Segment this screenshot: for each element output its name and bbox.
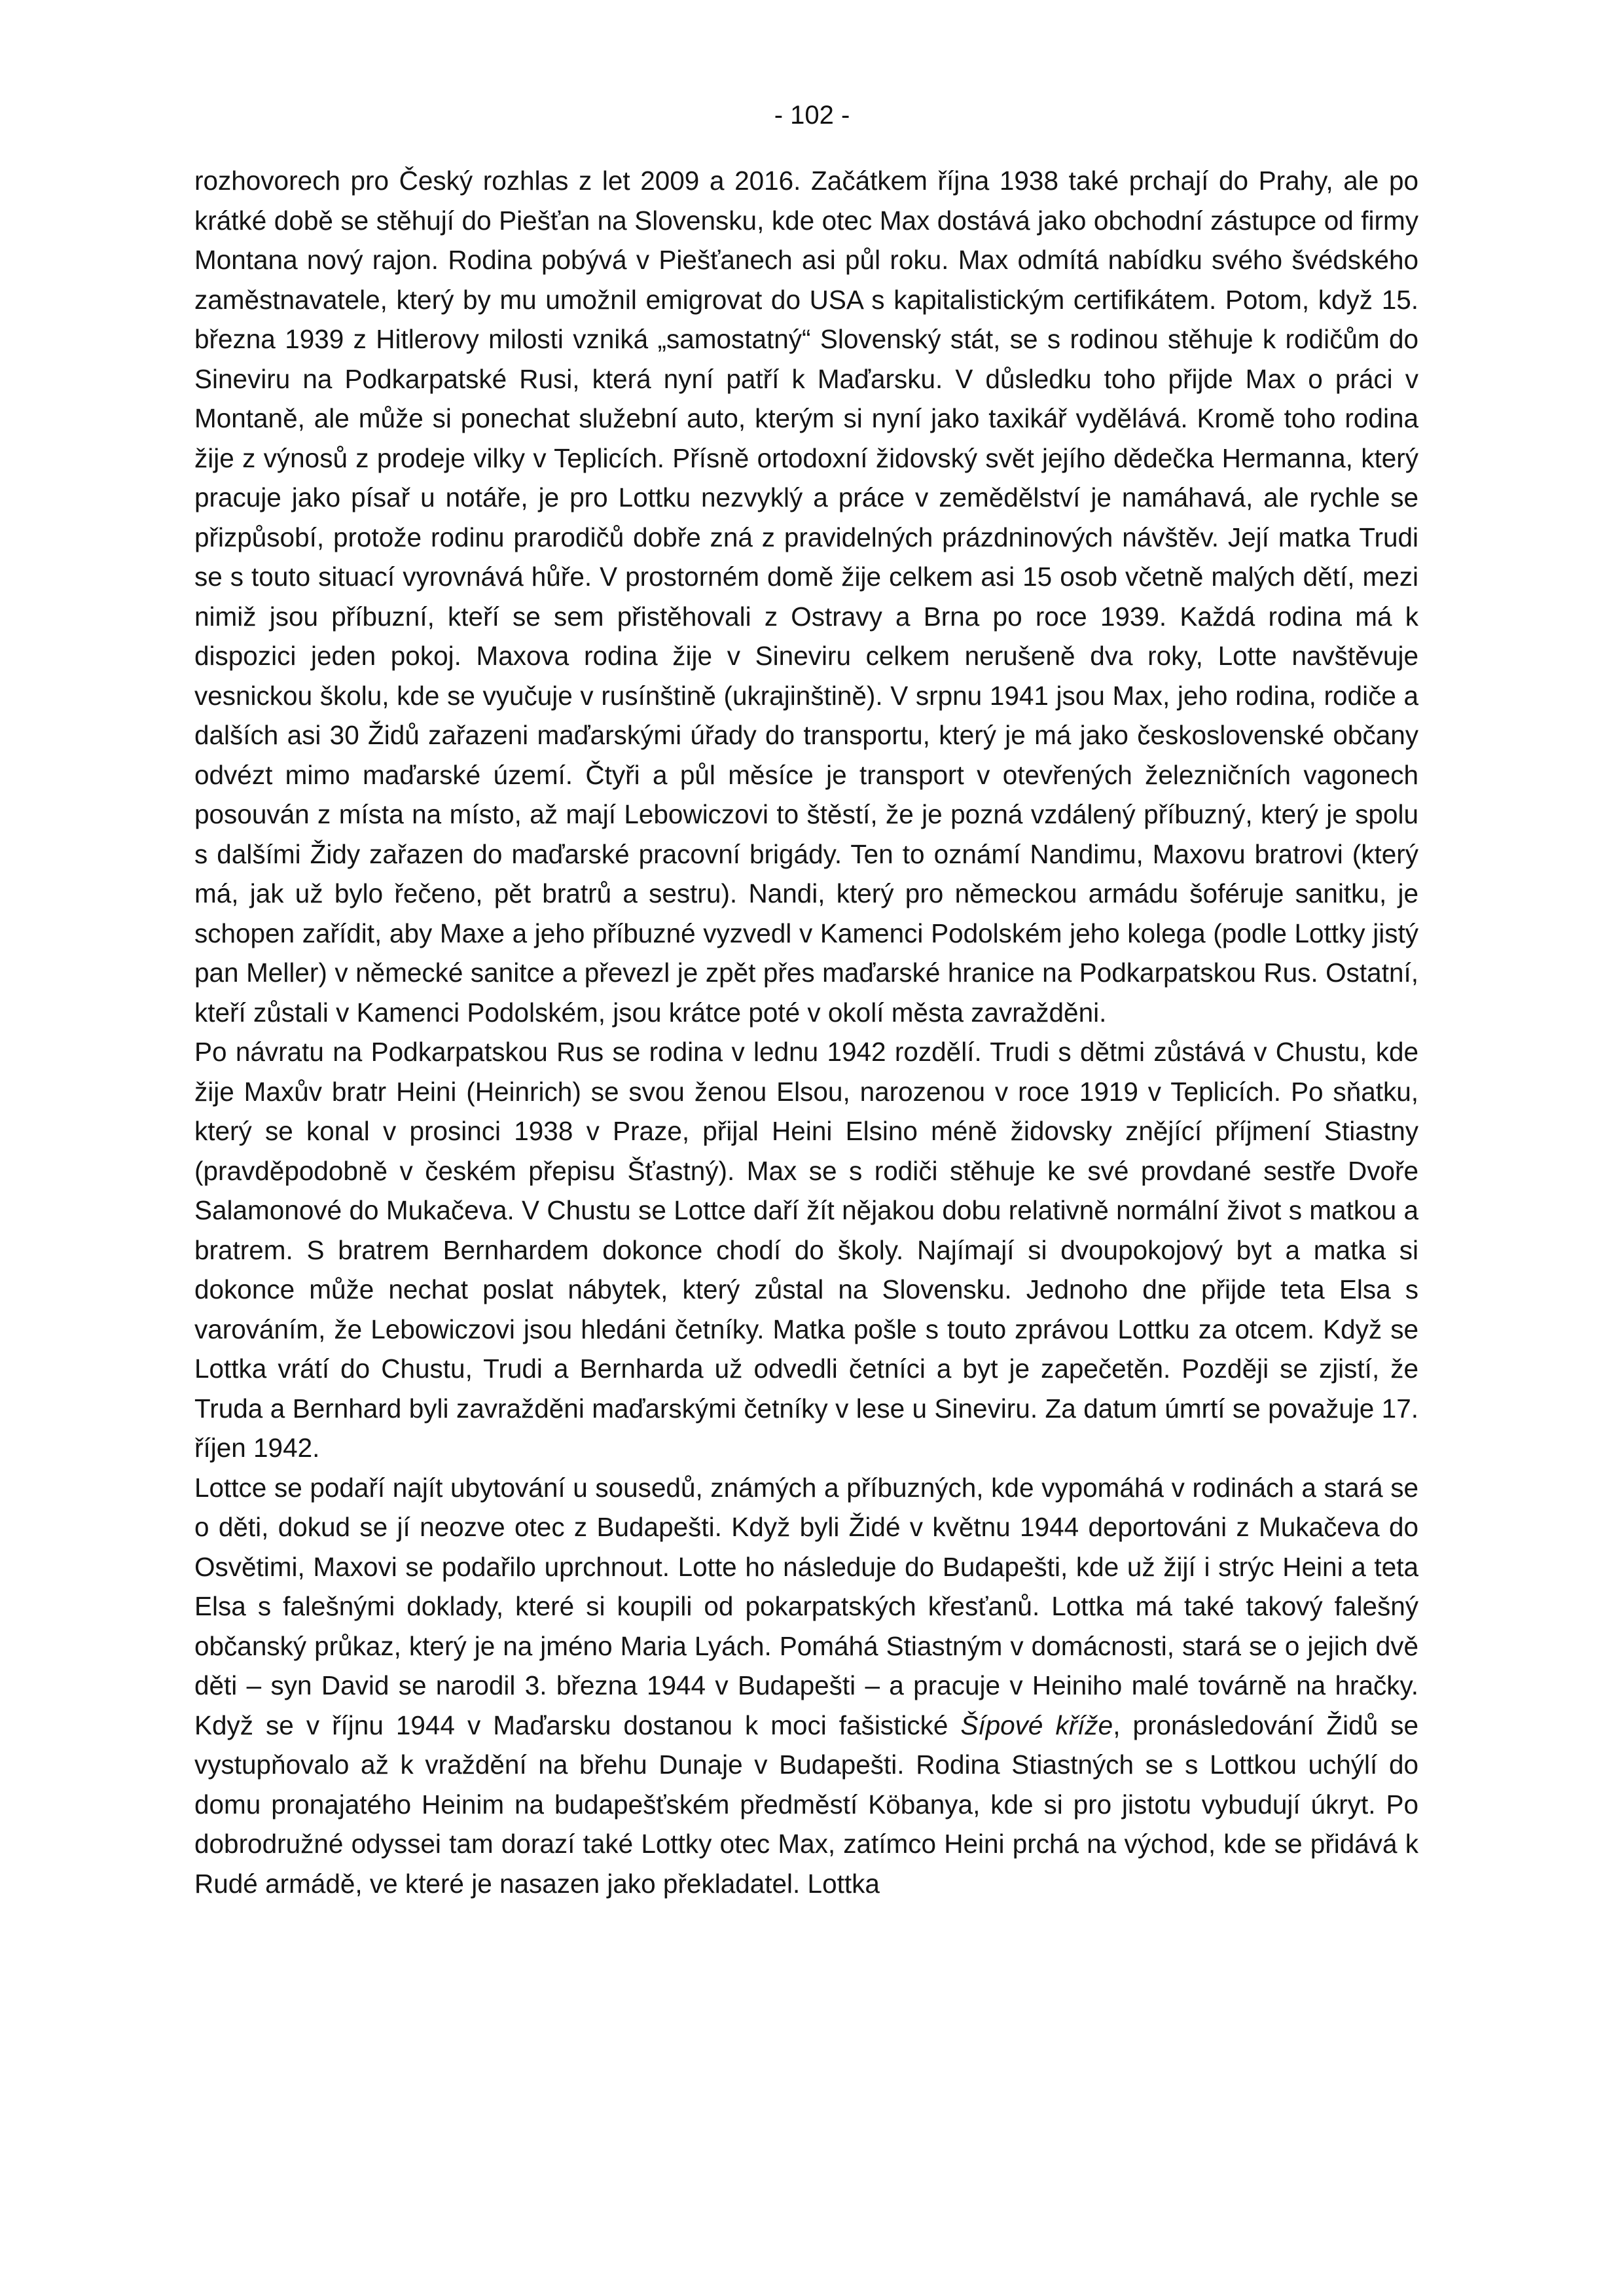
paragraph-3-text-start: Lottce se podaří najít ubytování u sousedů, známých a příbuzných, kde vypomáhá v rodinách a stará se o děti, dokud se jí neozve otec z Budapešti. Když byli Židé v květnu 1944 deportováni z Mukačeva do Osvětimi, Maxovi se podařilo uprchnout. Lotte ho následuje do Budapešti, kde už žijí i strýc Heini a teta Elsa s falešnými doklady, které si koupili od pokarpatských křesťanů. Lottka má také takový falešný občanský průkaz, který je na jméno Maria Lyách. Pomáhá Stiastným v domácnosti, stará se o jejich dvě děti – syn David se narodil 3. března 1944 v Budapešti – a pracuje v Heiniho malé továrně na hračky. Když se v říjnu 1944 v Maďarsku dostanou k moci fašistické	[194, 1472, 1418, 1740]
paragraph-3	[194, 1468, 1418, 1904]
page-number: - 102 -	[774, 101, 850, 130]
paragraph-1: rozhovorech pro Český rozhlas z let 2009 a 2016. Začátkem října 1938 také prchají do Prahy, ale po krátké době se stěhují do Piešťan na Slovensku, kde otec Max dostává jako obchodní zástupce od firmy Montana nový rajon. Rodina pobývá v Piešťanech asi půl roku. Max odmítá nabídku svého švédského zaměstnavatele, který by mu umožnil emigrovat do USA s kapitalistickým certifikátem. Potom, když 15. března 1939 z Hitlerovy milosti vzniká „samostatný“ Slovenský stát, se s rodinou stěhuje k rodičům do Sineviru na Podkarpatské Rusi, která nyní patří k Maďarsku. V důsledku toho přijde Max o práci v Montaně, ale může si ponechat služební auto, kterým si nyní jako taxikář vydělává. Kromě toho rodina žije z výnosů z prodeje vilky v Teplicích. Přísně ortodoxní židovský svět jejího dědečka Hermanna, který pracuje jako písař u notáře, je pro Lottku nezvyklý a práce v zemědělství je namáhavá, ale rychle se přizpůsobí, protože rodinu prarodičů dobře zná z pravidelných prázdninových návštěv. Její matka Trudi se s touto situací vyrovnává hůře. V prostorném domě žije celkem asi 15 osob včetně malých dětí, mezi nimiž jsou příbuzní, kteří se sem přistěhovali z Ostravy a Brna po roce 1939. Každá rodina má k dispozici jeden pokoj. Maxova rodina žije v Sineviru celkem nerušeně dva roky, Lotte navštěvuje vesnickou školu, kde se vyučuje v rusínštině (ukrajinštině). V srpnu 1941 jsou Max, jeho rodina, rodiče a dalších asi 30 Židů zařazeni maďarskými úřady do transportu, který je má jako československé občany odvézt mimo maďarské území. Čtyři a půl měsíce je transport v otevřených železničních vagonech posouván z místa na místo, až mají Lebowiczovi to štěstí, že je pozná vzdálený příbuzný, který je spolu s dalšími Židy zařazen do maďarské pracovní brigády. Ten to oznámí Nandimu, Maxovu bratrovi (který má, jak už bylo řečeno, pět bratrů a sestru). Nandi, který pro německou armádu šoféruje sanitku, je schopen zařídit, aby Maxe a jeho příbuzné vyzvedl v Kamenci Podolském jeho kolega (podle Lottky jistý pan Meller) v německé sanitce a převezl je zpět přes maďarské hranice na Podkarpatskou Rus. Ostatní, kteří zůstali v Kamenci Podolském, jsou krátce poté v okolí města zavražděni.	[194, 166, 1418, 1028]
paragraph-2: Po návratu na Podkarpatskou Rus se rodina v lednu 1942 rozdělí. Trudi s dětmi zůstává v Chustu, kde žije Maxův bratr Heini (Heinrich) se svou ženou Elsou, narozenou v roce 1919 v Teplicích. Po sňatku, který se konal v prosinci 1938 v Praze, přijal Heini Elsino méně židovsky znějící příjmení Stiastny (pravděpodobně v českém přepisu Šťastný). Max se s rodiči stěhuje ke své provdané sestře Dvoře Salamonové do Mukačeva. V Chustu se Lottce daří žít nějakou dobu relativně normální život s matkou a bratrem. S bratrem Bernhardem dokonce chodí do školy. Najímají si dvoupokojový byt a matka si dokonce může nechat poslat nábytek, který zůstal na Slovensku. Jednoho dne přijde teta Elsa s varováním, že Lebowiczovi jsou hledáni četníky. Matka pošle s touto zprávou Lottku za otcem. Když se Lottka vrátí do Chustu, Trudi a Bernharda už odvedli četníci a byt je zapečetěn. Později se zjistí, že Truda a Bernhard byli zavražděni maďarskými četníky v lese u Sineviru. Za datum úmrtí se považuje 17. říjen 1942.	[194, 1037, 1418, 1463]
paragraph-3-text-end: , pronásledování Židů se vystupňovalo až k vraždění na břehu Dunaje v Budapešti. Rodina Stiastných se s Lottkou uchýlí do domu pronajatého Heinim na budapešťském předměstí Köbanya, kde si pro jistotu vybudují úkryt. Po dobrodružné odyssei tam dorazí také Lottky otec Max, zatímco Heini prchá na východ, kde se přidává k Rudé armádě, ve které je nasazen jako překladatel. Lottka	[194, 1710, 1418, 1899]
body-text	[194, 161, 1418, 1903]
italic-term: Šípové kříže	[960, 1710, 1113, 1740]
